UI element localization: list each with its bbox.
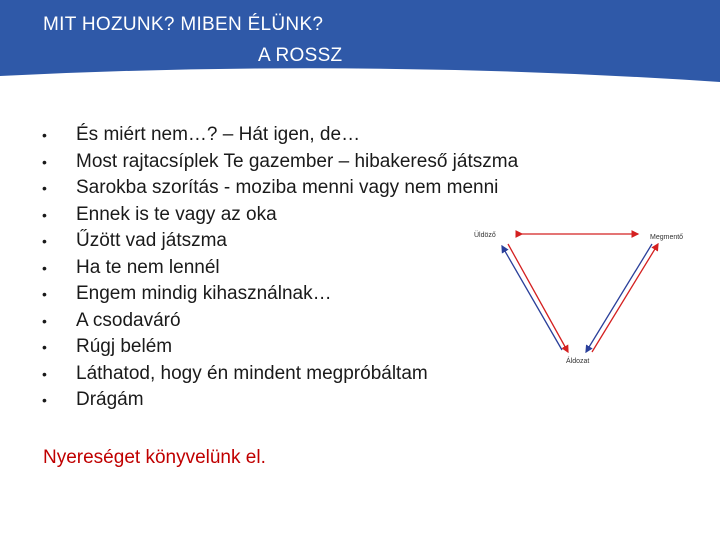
list-item-text: A csodaváró [76,309,181,331]
bullet-icon: • [42,365,47,382]
list-item-text: Most rajtacsíplek Te gazember – hibakereső játszma [76,150,519,172]
label-victim: Áldozat [566,358,590,365]
list-item [42,122,518,149]
bullet-icon: • [42,206,47,223]
list-item-text: Engem mindig kihasználnak… [76,283,332,305]
list-item [42,361,518,388]
title-banner [0,0,720,82]
bullet-icon: • [42,339,47,356]
list-item [42,281,518,308]
bullet-icon: • [42,259,47,276]
bullet-icon: • [42,180,47,197]
list-item-text: Ha te nem lennél [76,256,220,278]
list-item-text: És miért nem…? – Hát igen, de… [76,124,361,146]
bullet-icon: • [42,392,47,409]
list-item [42,228,518,255]
label-rescuer: Megmentő [650,234,684,241]
list-item [42,387,518,414]
bullet-icon: • [42,286,47,303]
bullet-icon: • [42,153,47,170]
banner-shape [0,0,720,82]
slide-title-line1: MIT HOZUNK? MIBEN ÉLÜNK? [43,14,324,35]
slide-title-line2: A ROSSZ [258,45,343,66]
list-item-text: Űzött vad játszma [76,230,227,252]
triangle-arrows [460,222,700,372]
conclusion-text: Nyereséget könyvelünk el. [43,447,266,468]
list-item [42,202,518,229]
list-item-text: Láthatod, hogy én mindent megpróbáltam [76,362,428,384]
label-persecutor: Üldöző [474,232,496,239]
drama-triangle-diagram [460,222,700,372]
game-list [42,122,518,414]
bullet-icon: • [42,127,47,144]
list-item [42,255,518,282]
bullet-icon: • [42,312,47,329]
bullet-icon: • [42,233,47,250]
list-item-text: Drágám [76,389,144,411]
list-item [42,334,518,361]
list-item-text: Rúgj belém [76,336,173,358]
list-item-text: Ennek is te vagy az oka [76,203,277,225]
list-item [42,149,518,176]
list-item [42,308,518,335]
list-item-text: Sarokba szorítás - moziba menni vagy nem menni [76,177,499,199]
list-item [42,175,518,202]
